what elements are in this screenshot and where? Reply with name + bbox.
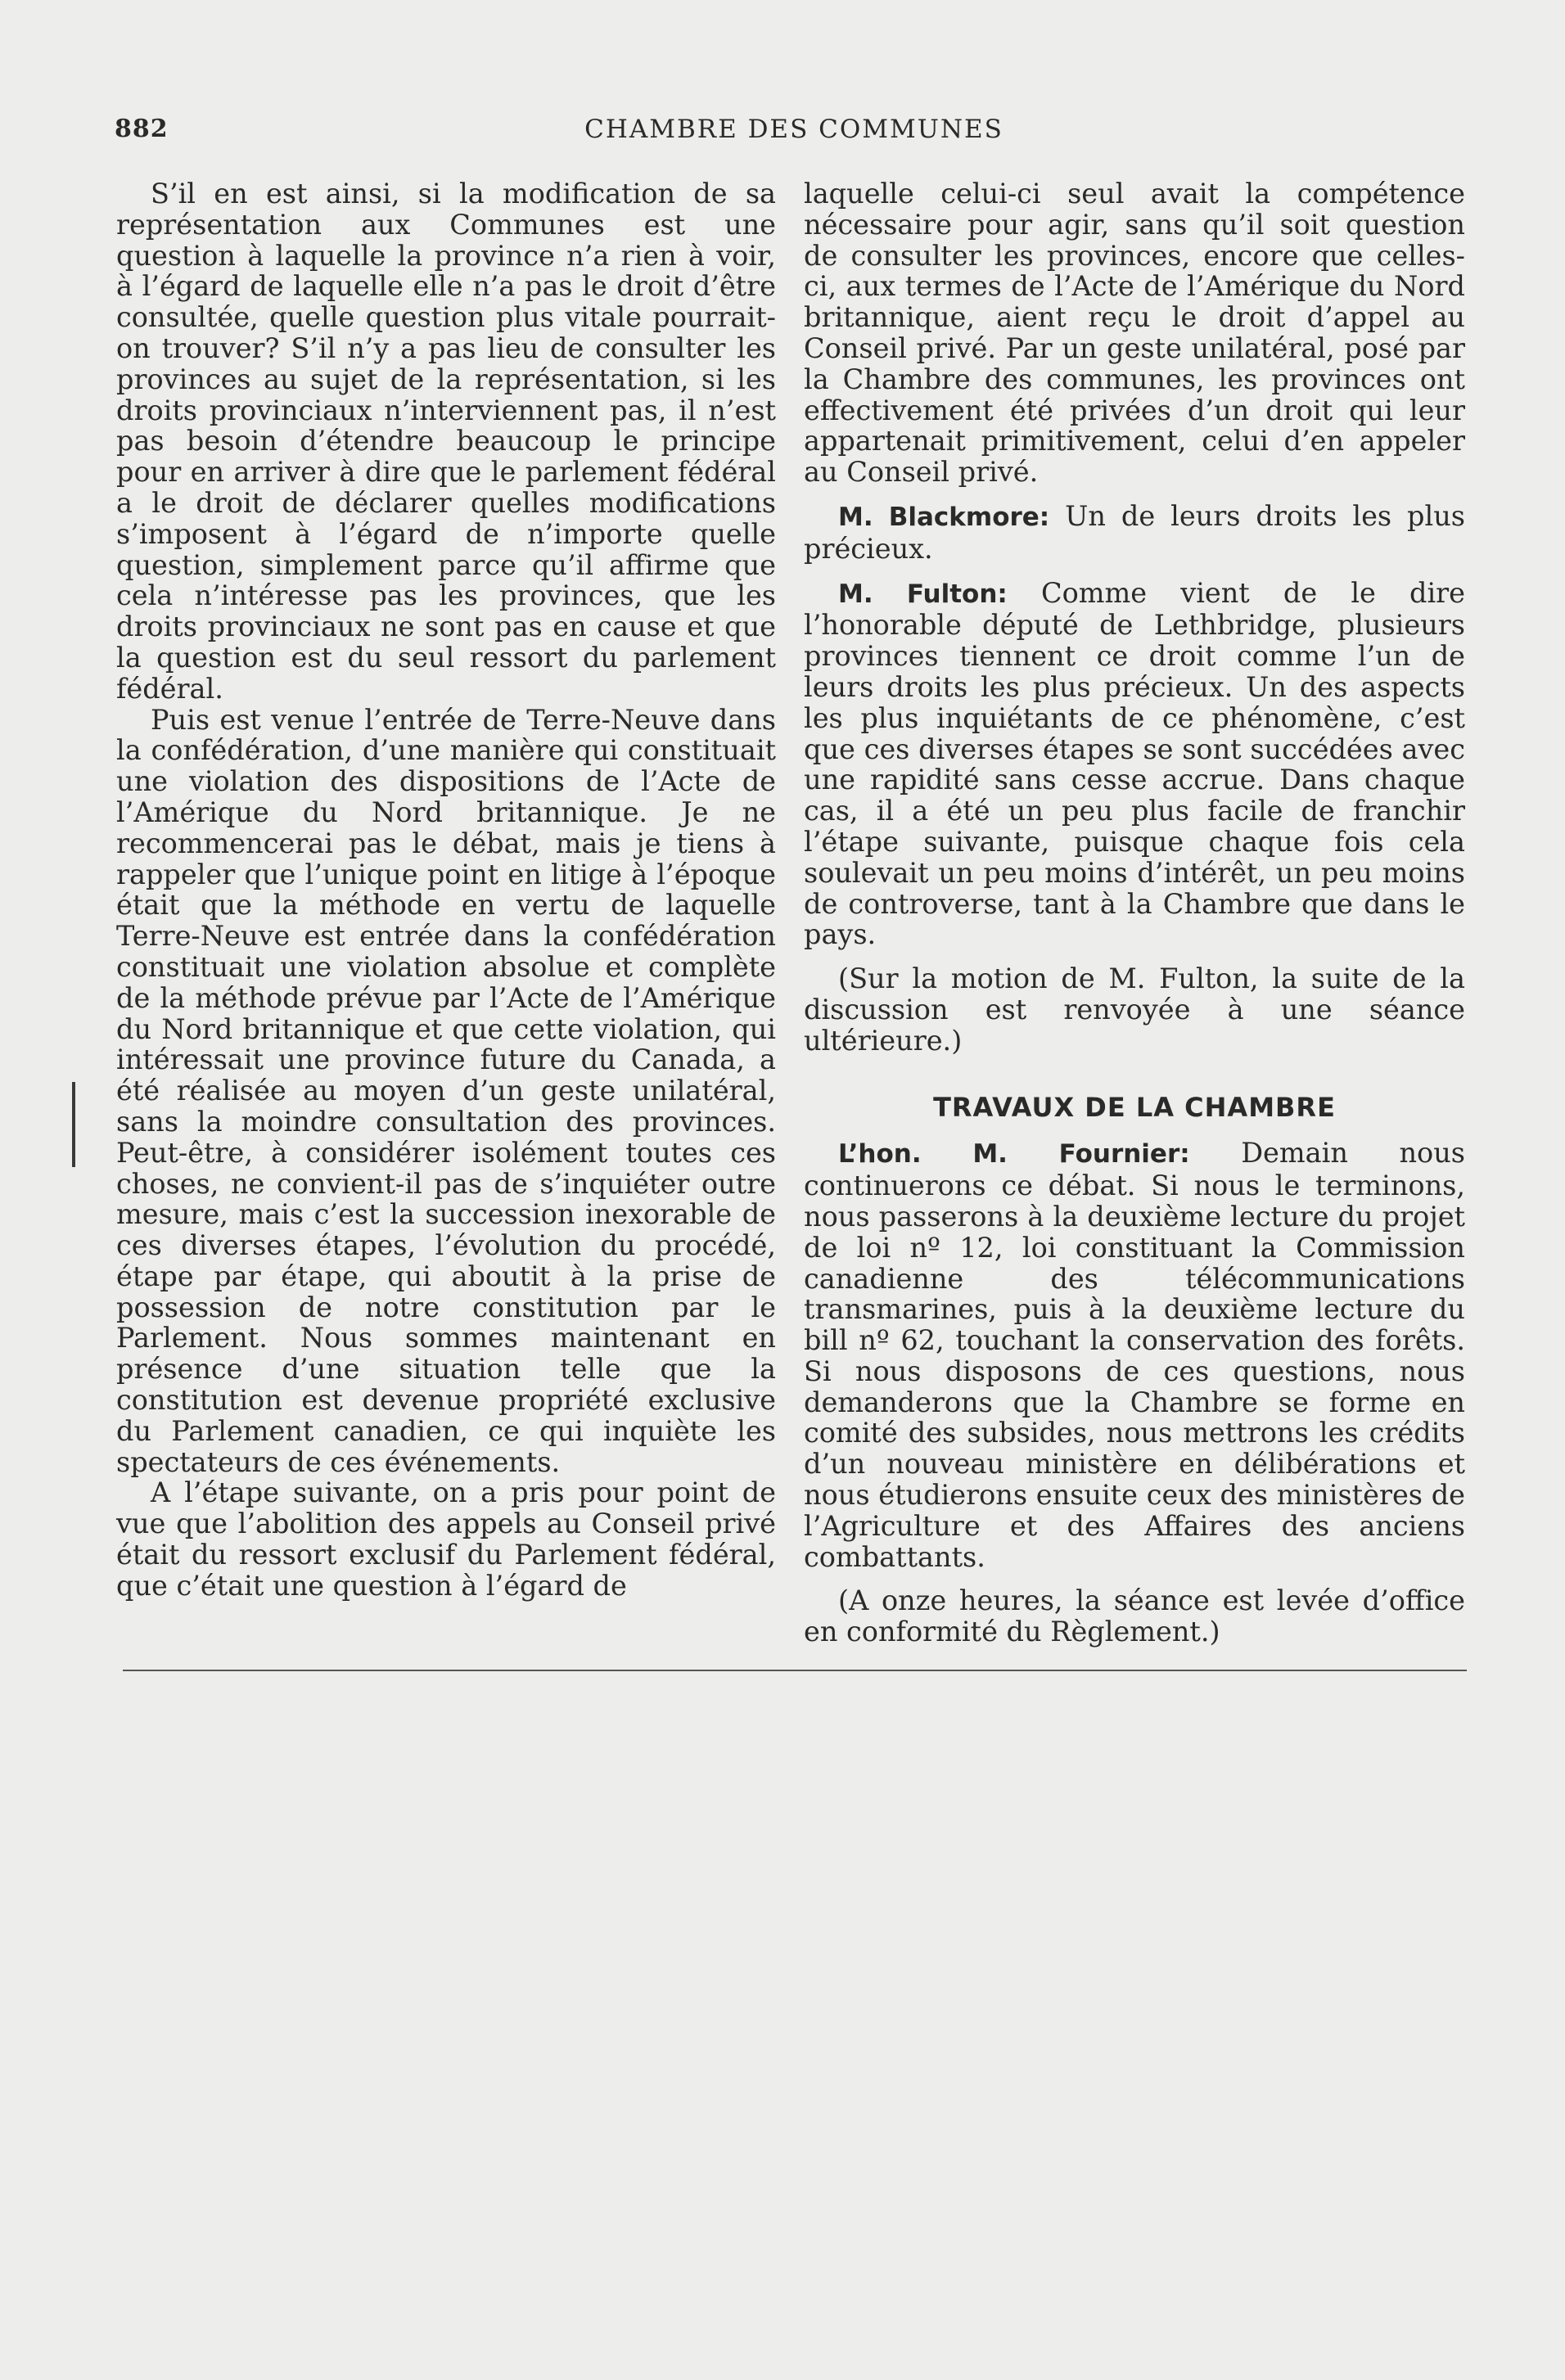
paragraph: A l’étape suivante, on a pris pour point de vue que l’abolition des appels au Conseil privé était du ressort exclusif du Parlement fédéral, que c’était une question à l’égard de <box>116 1476 776 1602</box>
speaker-name: M. Blackmore: <box>838 502 1050 532</box>
speech-text: Un de leurs droits les plus précieux. <box>804 499 1465 565</box>
right-column <box>804 178 1465 1648</box>
page-header <box>115 115 1473 151</box>
section-heading: TRAVAUX DE LA CHAMBRE <box>933 1091 1336 1123</box>
margin-mark <box>72 1082 75 1167</box>
bottom-rule <box>123 1670 1467 1671</box>
speaker-name: L’hon. M. Fournier: <box>838 1139 1190 1170</box>
speaker-name: M. Fulton: <box>838 579 1008 609</box>
closing-note: (A onze heures, la séance est levée d’office en conformité du Règlement.) <box>804 1584 1465 1648</box>
paragraph: Puis est venue l’entrée de Terre-Neuve dans la confédération, d’une manière qui constituait une violation des dispositions de l’Acte de l’Amérique du Nord britannique. Je ne recommencerai pas le débat, mais je tiens à rappeler que l’unique point en litige à l’époque était que la méthode en vertu de laquelle Terre-Neuve est entrée dans la confédération constituait une violation absolue et complète de la méthode prévue par l’Acte de l’Amérique du Nord britannique et que cette violation, qui intéressait une province future du Canada, a été réalisée au moyen d’un geste unilatéral, sans la moindre consultation des provinces. Peut-être, à considérer isolément toutes ces choses, ne convient-il pas de s’inquiéter outre mesure, mais c’est la succession inexorable de ces diverses étapes, l’évolution du procédé, étape par étape, qui aboutit à la prise de possession de notre constitution par le Parlement. Nous sommes maintenant en présence d’une situation telle que la constitution est devenue propriété exclusive du Parlement canadien, ce qui inquiète les spectateurs de ces événements. <box>116 703 776 1478</box>
speech-fournier <box>804 1138 1465 1572</box>
running-head: CHAMBRE DES COMMUNES <box>584 115 1003 144</box>
motion-note: (Sur la motion de M. Fulton, la suite de la discussion est renvoyée à une séance ultérieure.) <box>804 962 1465 1057</box>
speech-text: Demain nous continuerons ce débat. Si nous le terminons, nous passerons à la deuxième lecture du projet de loi nº 12, loi constituant la Commission canadienne des télécommunications transmarines, puis à la deuxième lecture du bill nº 62, touchant la conservation des forêts. Si nous disposons de ces questions, nous demanderons que la Chambre se forme en comité des subsides, nous mettrons les crédits d’un nouveau ministère en délibérations et nous étudierons ensuite ceux des ministères de l’Agriculture et des Affaires des anciens combattants. <box>804 1137 1465 1573</box>
speech-blackmore <box>804 501 1465 565</box>
left-column <box>116 178 776 1602</box>
paragraph: laquelle celui-ci seul avait la compétence nécessaire pour agir, sans qu’il soit question de consulter les provinces, encore que celles-ci, aux termes de l’Acte de l’Amérique du Nord britannique, aient reçu le droit d’appel au Conseil privé. Par un geste unilatéral, posé par la Chambre des communes, les provinces ont effectivement été privées d’un droit qui leur appartenait primitivement, celui d’en appeler au Conseil privé. <box>804 178 1465 489</box>
speech-text: Comme vient de le dire l’honorable député de Lethbridge, plusieurs provinces tiennent ce droit comme l’un de leurs droits les plus précieux. Un des aspects les plus inquiétants de ce phénomène, c’est que ces diverses étapes se sont succédées avec une rapidité sans cesse accrue. Dans chaque cas, il a été un peu plus facile de franchir l’étape suivante, puisque chaque fois cela soulevait un peu moins d’intérêt, un peu moins de controverse, tant à la Chambre que dans le pays. <box>804 576 1465 951</box>
page-number: 882 <box>115 115 169 143</box>
paragraph: S’il en est ainsi, si la modification de sa représentation aux Communes est une question à laquelle la province n’a rien à voir, à l’égard de laquelle elle n’a pas le droit d’être consultée, quelle question plus vitale pourrait-on trouver? S’il n’y a pas lieu de consulter les provinces au sujet de la représentation, si les droits provinciaux n’interviennent pas, il n’est pas besoin d’étendre beaucoup le principe pour en arriver à dire que le parlement fédéral a le droit de déclarer quelles modifications s’imposent à l’égard de n’importe quelle question, simplement parce qu’il affirme que cela n’intéresse pas les provinces, que les droits provinciaux ne sont pas en cause et que la question est du seul ressort du parlement fédéral. <box>116 178 776 705</box>
speech-fulton <box>804 578 1465 951</box>
